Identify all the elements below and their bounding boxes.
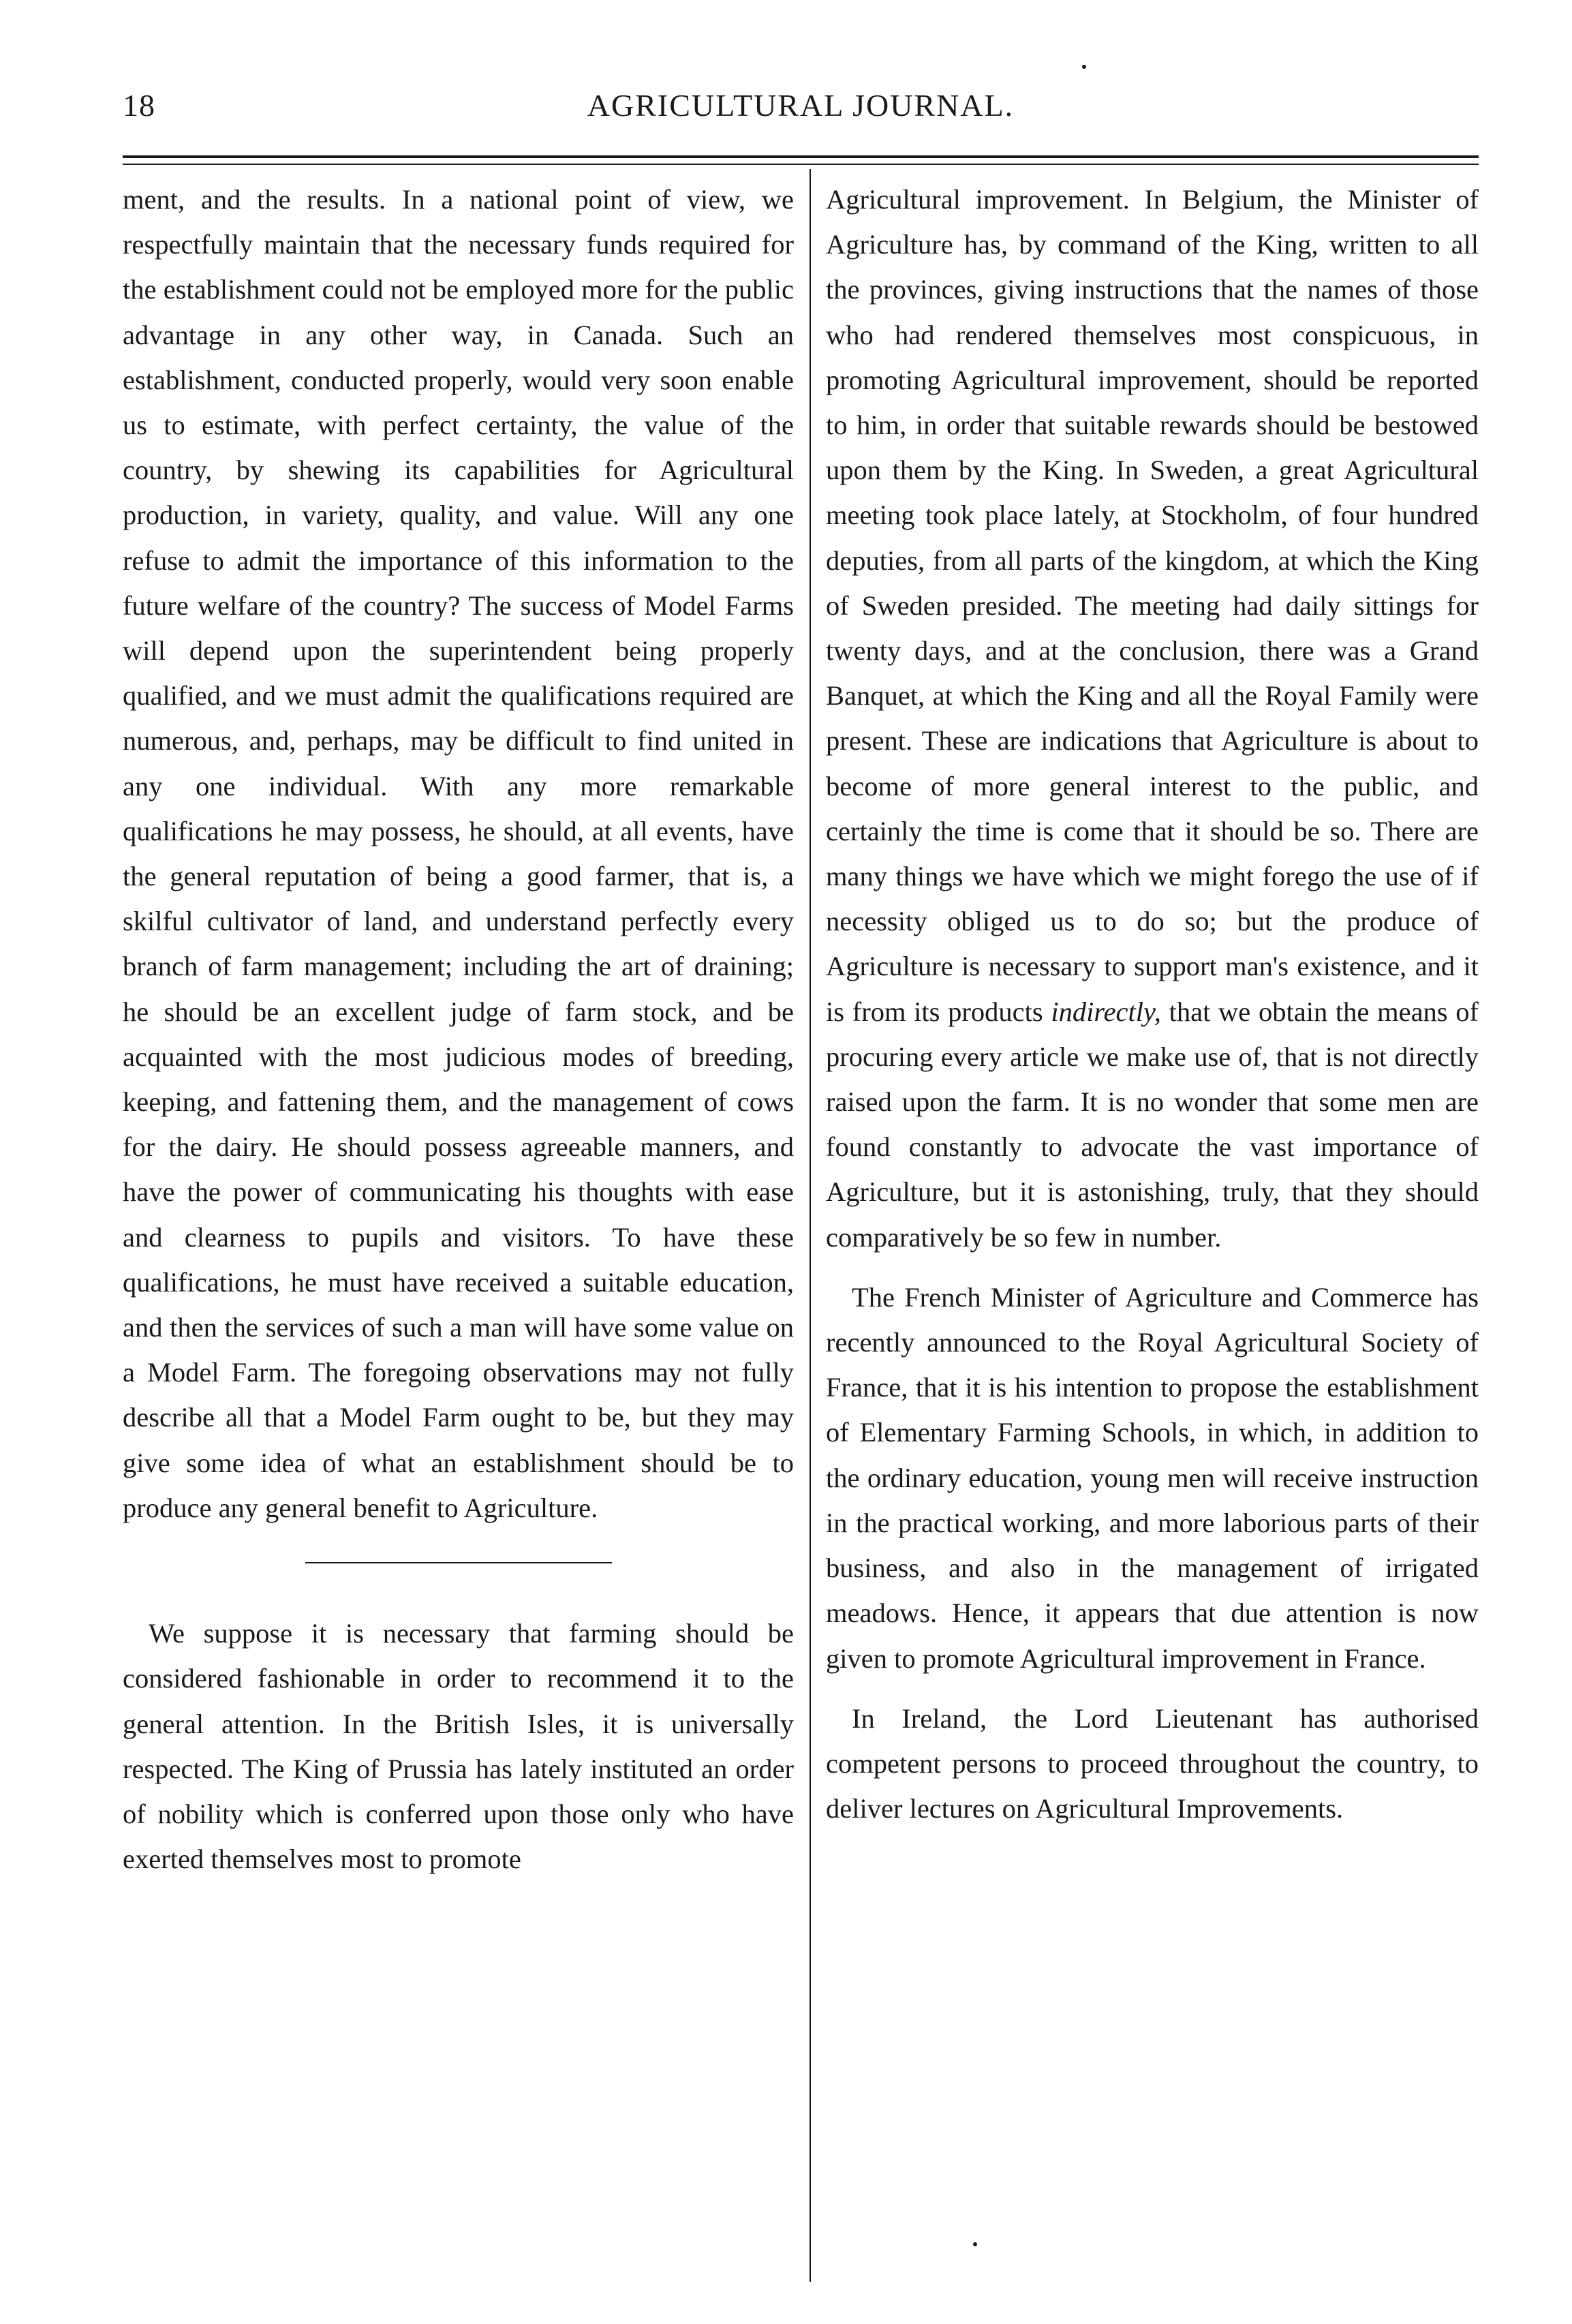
- running-head: AGRICULTURAL JOURNAL.: [587, 88, 1015, 123]
- header-rule-thick: [123, 155, 1479, 158]
- right-paragraph-ireland: In Ireland, the Lord Lieutenant has authorised competent persons to proceed throughout the country, to deliver lectures on Agricultural Improvements.: [826, 1702, 1479, 1824]
- right-column: [826, 177, 1479, 1831]
- right-paragraph-text-part-1: Agricultural improvement. In Belgium, the Minister of Agriculture has, by command of the King, written to all the provinces, giving instructions that the names of those who had rendered themselves most conspicuous, in promoting Agricultural improvement, should be reported to him, in order that suitable rewards should be bestowed upon them by the King. In Sweden, a great Agricultural meeting took place lately, at Stockholm, of four hundred deputies, from all parts of the kingdom, at which the King of Sweden presided. The meeting had daily sittings for twenty days, and at the conclusion, there was a Grand Banquet, at which the King and all the Royal Family were present. These are indications that Agriculture is about to become of more general interest to the public, and certainly the time is come that it should be so. There are many things we have which we might forego the use of if necessity obliged us to do so; but the produce of Agriculture is necessary to support man's existence, and it is from its products: [826, 184, 1479, 1027]
- left-column: [123, 177, 794, 1882]
- section-separator: [305, 1562, 612, 1563]
- right-paragraph-agricultural-improvement: [826, 177, 1479, 1260]
- page-header: [123, 87, 1479, 142]
- right-paragraph-text-part-2: that we obtain the means of procuring every article we make use of, that is not directly raised upon the farm. It is no wonder that some men are found constantly to advocate the vast importance of Agriculture, but it is astonishing, truly, that they should comparatively be so few in number.: [826, 996, 1479, 1253]
- left-paragraph-model-farms: ment, and the results. In a national point of view, we respectfully maintain that the necessary funds required for the establishment could not be employed more for the public advantage in any other way, in Canada. Such an establishment, conducted properly, would very soon enable us to estimate, with perfect certainty, the value of the country, by shewing its capabilities for Agricultural production, in variety, quality, and value. Will any one refuse to admit the importance of this information to the future welfare of the country? The success of Model Farms will depend upon the superintendent being properly qualified, and we must admit the qualifications required are numerous, and, perhaps, may be difficult to find united in any one individual. With any more remarkable qualifications he may possess, he should, at all events, have the general reputation of being a good farmer, that is, a skilful cultivator of land, and understand perfectly every branch of farm management; including the art of draining; he should be an excellent judge of farm stock, and be acquainted with the most judicious modes of breeding, keeping, and fattening them, and the management of cows for the dairy. He should possess agreeable manners, and have the power of communicating his thoughts with ease and clearness to pupils and visitors. To have these qualifications, he must have received a suitable education, and then the services of such a man will have some value on a Model Farm. The foregoing observations may not fully describe all that a Model Farm ought to be, but they may give some idea of what an establishment should be to produce any general benefit to Agriculture.: [123, 184, 794, 1523]
- column-divider: [810, 169, 811, 2282]
- ink-speck: [1082, 65, 1086, 69]
- ink-speck: [973, 2242, 977, 2246]
- header-rule-thin: [123, 164, 1479, 165]
- emphasis-indirectly: indirectly,: [1051, 996, 1161, 1027]
- left-paragraph-fashionable-farming: We suppose it is necessary that farming should be considered fashionable in order to recommend it to the general attention. In the British Isles, it is universally respected. The King of Prussia has lately instituted an order of nobility which is conferred upon those only who have exerted themselves most to promote: [123, 1618, 794, 1875]
- page-number: 18: [123, 88, 155, 123]
- right-paragraph-french-minister: The French Minister of Agriculture and Commerce has recently announced to the Royal Agricultural Society of France, that it is his intention to propose the establishment of Elementary Farming Schools, in which, in addition to the ordinary education, young men will receive instruction in the practical working, and more laborious parts of their business, and also in the management of irrigated meadows. Hence, it appears that due attention is now given to promote Agricultural improvement in France.: [826, 1281, 1479, 1674]
